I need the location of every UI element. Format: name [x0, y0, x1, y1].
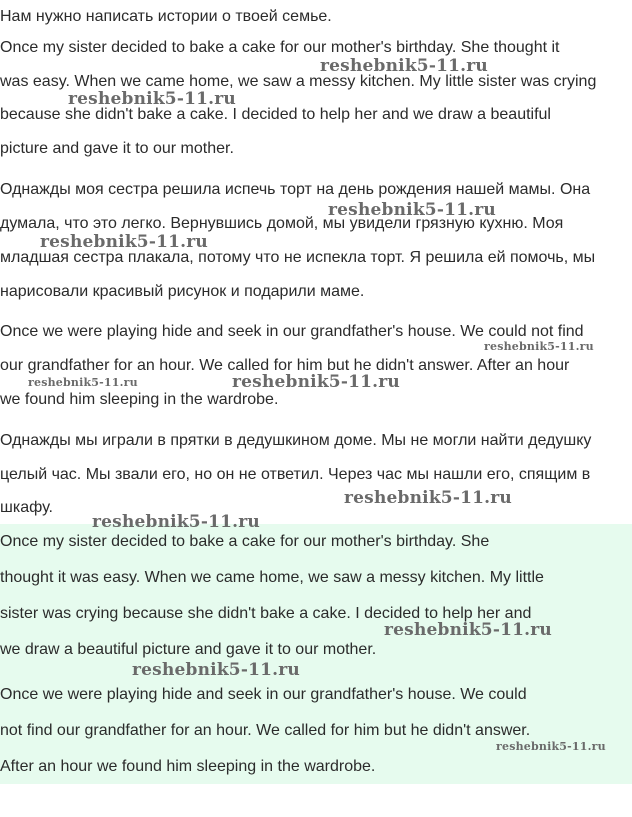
story1-ru-line: нарисовали красивый рисунок и подарили маме.	[0, 283, 365, 300]
answer-story1-line: Once my sister decided to bake a cake for our mother's birthday. She	[0, 533, 490, 550]
story2-en-line: our grandfather for an hour. We called for him but he didn't answer. After an hour	[0, 357, 570, 374]
answer-story1-line: sister was crying because she didn't bake a cake. I decided to help her and	[0, 605, 532, 622]
watermark-text: reshebnik5-11.ru	[320, 56, 488, 76]
answer-story2-line: not find our grandfather for an hour. We called for him but he didn't answer.	[0, 722, 531, 739]
story1-en-line: picture and gave it to our mother.	[0, 140, 234, 157]
watermark-text: reshebnik5-11.ru	[496, 740, 606, 753]
watermark-text: reshebnik5-11.ru	[384, 620, 552, 640]
story2-ru-line: шкафу.	[0, 499, 53, 516]
watermark-text: reshebnik5-11.ru	[40, 232, 208, 252]
story1-ru-line: младшая сестра плакала, потому что не испекла торт. Я решила ей помочь, мы	[0, 249, 596, 266]
watermark-text: reshebnik5-11.ru	[132, 660, 300, 680]
watermark-text: reshebnik5-11.ru	[344, 488, 512, 508]
watermark-text: reshebnik5-11.ru	[328, 200, 496, 220]
story1-ru-line: Однажды моя сестра решила испечь торт на день рождения нашей мамы. Она	[0, 181, 591, 198]
story1-en-line: Once my sister decided to bake a cake for our mother's birthday. She thought it	[0, 39, 560, 56]
story2-ru-line: целый час. Мы звали его, но он не ответил. Через час мы нашли его, спящим в	[0, 466, 591, 483]
story2-en-line: we found him sleeping in the wardrobe.	[0, 391, 279, 408]
answer-story1-line: we draw a beautiful picture and gave it to our mother.	[0, 641, 377, 658]
story1-ru-line: думала, что это легко. Вернувшись домой, мы увидели грязную кухню. Моя	[0, 215, 564, 232]
story2-ru-line: Однажды мы играли в прятки в дедушкином доме. Мы не могли найти дедушку	[0, 432, 592, 449]
answer-story2-line: Once we were playing hide and seek in our grandfather's house. We could	[0, 686, 527, 703]
story1-en-line: was easy. When we came home, we saw a messy kitchen. My little sister was crying	[0, 73, 597, 90]
watermark-text: reshebnik5-11.ru	[92, 512, 260, 532]
story1-en-line: because she didn't bake a cake. I decided to help her and we draw a beautiful	[0, 106, 551, 123]
answer-story1-line: thought it was easy. When we came home, we saw a messy kitchen. My little	[0, 569, 544, 586]
watermark-text: reshebnik5-11.ru	[484, 340, 594, 353]
watermark-text: reshebnik5-11.ru	[28, 376, 138, 389]
answer-story2-line: After an hour we found him sleeping in the wardrobe.	[0, 758, 376, 775]
watermark-text: reshebnik5-11.ru	[68, 89, 236, 109]
story2-en-line: Once we were playing hide and seek in our grandfather's house. We could not find	[0, 323, 584, 340]
watermark-text: reshebnik5-11.ru	[232, 372, 400, 392]
question-heading: Нам нужно написать истории о твоей семье.	[0, 8, 332, 25]
